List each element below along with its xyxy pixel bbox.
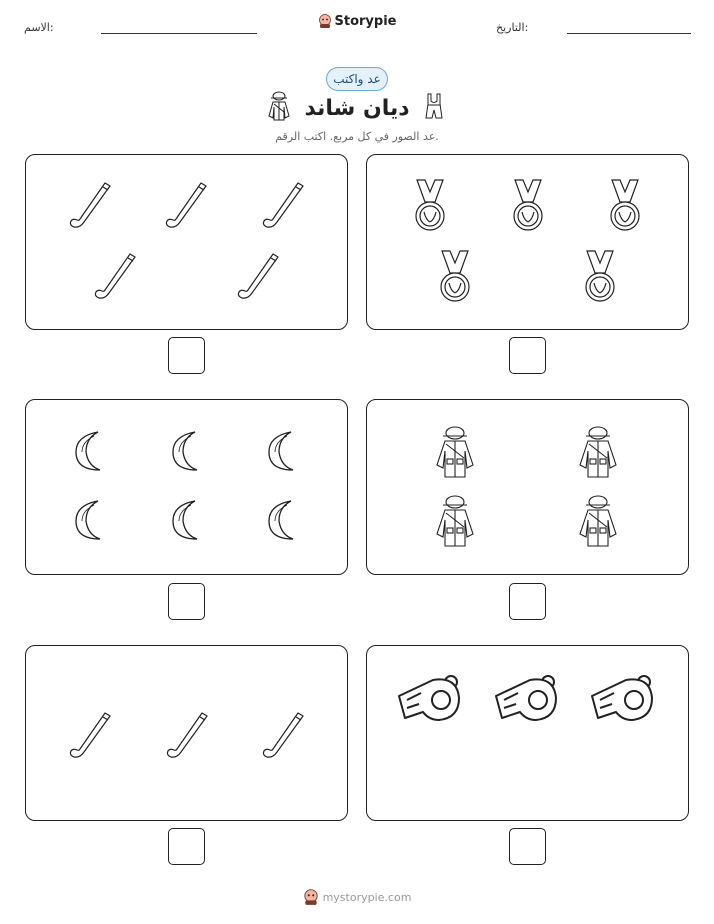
medal-icon [413,178,447,234]
whistle-icon [395,668,465,724]
crescent-moon-icon [263,428,303,474]
hockey-stick-icon [164,710,210,762]
brand [0,13,714,29]
answer-box-moons[interactable] [168,583,205,620]
medal-icon [438,249,472,305]
count-panel-safari-outfits [366,399,689,575]
activity-badge: عد واكتب [326,67,388,91]
crescent-moon-icon [167,497,207,543]
medal-icon [511,178,545,234]
storypie-logo-icon [303,888,319,906]
safari-outfit-icon [576,425,620,479]
hockey-stick-icon [260,180,306,232]
swimsuit-icon [424,92,444,120]
answer-box-medals[interactable] [509,337,546,374]
page-title: ديان شاند [304,96,410,121]
hockey-stick-icon [67,710,113,762]
medal-icon [608,178,642,234]
answer-box-safari-outfits[interactable] [509,583,546,620]
hockey-stick-icon [92,251,138,303]
name-line[interactable] [101,33,257,34]
crescent-moon-icon [167,428,207,474]
date-label: التاريخ: [496,21,529,34]
footer-site: mystorypie.com [322,890,412,904]
name-label: الاسم: [24,21,54,34]
hockey-stick-icon [235,251,281,303]
crescent-moon-icon [70,428,110,474]
brand-name: Storypie [334,13,397,29]
count-panel-moons [25,399,348,575]
whistle-icon [492,668,562,724]
hockey-stick-icon [260,710,306,762]
safari-outfit-icon [576,494,620,548]
footer [0,888,714,906]
hockey-stick-icon [67,180,113,232]
crescent-moon-icon [263,497,303,543]
crescent-moon-icon [70,497,110,543]
answer-box-whistles[interactable] [168,828,205,865]
safari-outfit-icon [433,425,477,479]
safari-outfit-icon [433,494,477,548]
answer-box-hockey-sticks-1[interactable] [168,337,205,374]
storypie-logo-icon [318,13,332,29]
medal-icon [583,249,617,305]
whistle-icon [588,668,658,724]
hockey-stick-icon [163,180,209,232]
instructions: عد الصور في كل مربع. اكتب الرقم. [275,130,439,143]
answer-box-hockey-sticks-2[interactable] [509,828,546,865]
date-line[interactable] [567,33,691,34]
